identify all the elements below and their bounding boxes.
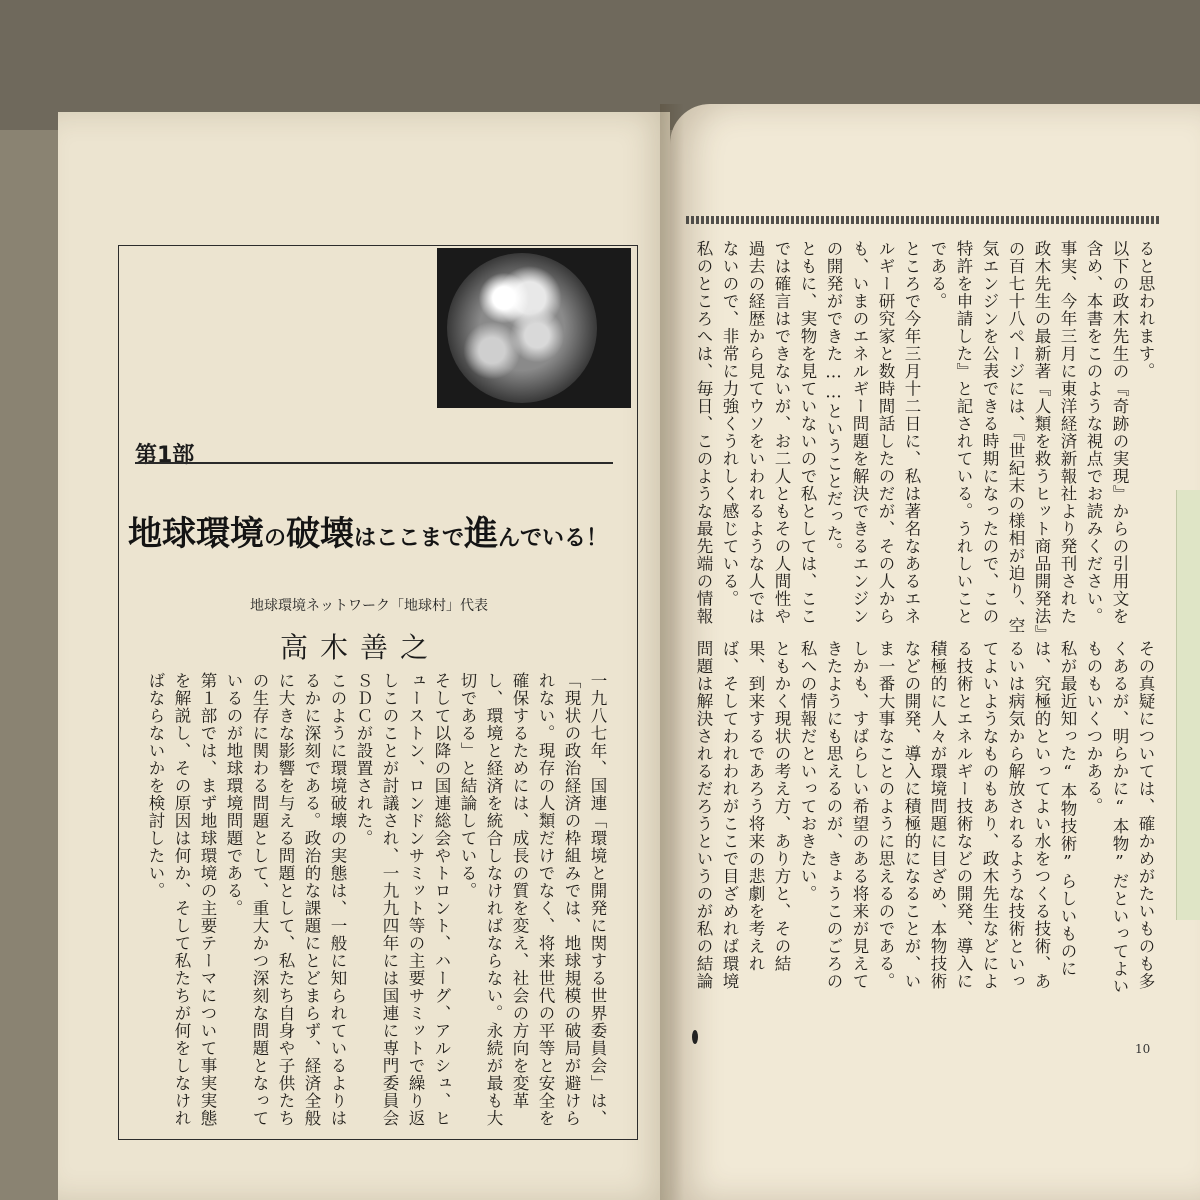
title-segment: んでいる！ [498, 526, 609, 551]
right-lower-text [688, 640, 1158, 1000]
part-label: 第1部 [135, 443, 195, 468]
book-gutter [660, 104, 684, 1200]
author-name: 高木善之 [280, 631, 441, 664]
paragraph: 事実、今年三月に東洋経済新報社より発刊された政木先生の最新著『人類を救うヒット商品開発法』の百七十八ページには、『世紀末の様相が迫り、空気エンジンを公表できる時期になったので、この特許を申請した』と記されている。うれしいことである。 [928, 240, 1077, 635]
paragraph: 一九八七年、国連「環境と開発に関する世界委員会」は、「現状の政治経済の枠組みでは、地球規模の破局が避けられない。現存の人類だけでなく、将来世代の平等と安全を確保するためには、成長の質を変え、社会の方向を変革し、環境と経済を統合しなければならない。永続が最も大切である」と結論している。 [458, 672, 607, 1127]
earth-globe-icon [447, 253, 597, 403]
right-upper-text [688, 240, 1158, 640]
decorative-rule [686, 216, 1161, 224]
paragraph: しかも、すばらしい希望のある将来が見えてきたようにも思えるのが、きょうこのごろの私への情報だといっておきたい。 [798, 640, 869, 990]
page-number: 10 [1135, 1042, 1151, 1056]
paragraph: 私のところへは、毎日、このような最先端の情報 [694, 240, 713, 625]
title-segment: 進 [464, 514, 499, 554]
paragraph: そして以降の国連総会やトロント、ハーグ、アルシュ、ヒューストン、ロンドンサミット等の主要サミットで繰り返しこのことが討議され、一九九四年には国連に専門委員会ＳＤＣが設置された。 [354, 672, 451, 1127]
paragraph: ともかく現状の考え方、あり方と、その結果、到来するであろう将来の悲劇を考えれば、そしてわれわれがここで目ざめれば環境問題は解決されるだろうというのが私の結論 [694, 640, 791, 990]
part-rule [135, 462, 613, 464]
left-body-text [140, 672, 610, 1132]
paragraph: ともに、実物を見ていないので私としては、ここでは確言はできないが、お二人ともその人間性や過去の経歴から見てウソをいわれるような人ではないので、非常に力強くうれしく感じている。 [720, 240, 817, 625]
chapter-title [128, 506, 628, 555]
paragraph: 以下の政木先生の『奇跡の実現』からの引用文を含め、本書をこのような視点でお読みください。 [1084, 240, 1129, 625]
title-segment: 破壊 [286, 514, 355, 554]
paragraph: ところで今年三月十二日に、私は著名なあるエネルギー研究家と数時間話したのだが、その人からも、いまのエネルギー問題を解決できるエンジンの開発ができた……ということだった。 [824, 240, 921, 625]
crescent-mark-icon [692, 1030, 698, 1044]
paragraph: ると思われます。 [1136, 240, 1155, 380]
paragraph: 第１部では、まず地球環境の主要テーマについて事実実態を解説し、その原因は何か、そして私たちが何をしなければならないかを検討したい。 [146, 672, 217, 1127]
author-affiliation: 地球環境ネットワーク「地球村」代表 [250, 598, 488, 614]
paragraph: このように環境破壊の実態は、一般に知られているよりはるかに深刻である。政治的な課題にとどまらず、経済全般に大きな影響を与える問題として、私たち自身や子供たちの生存に関わる問題として、重大かつ深刻な問題となっているのが地球環境問題である。 [224, 672, 347, 1127]
page-tab [1176, 490, 1200, 920]
title-segment: はここまで [354, 526, 465, 551]
title-segment: の [264, 526, 287, 551]
paragraph: その真疑については、確かめがたいものも多くあるが、明らかに“本物”だといってよいものもいくつかある。 [1084, 640, 1155, 995]
title-segment: 地球環境 [128, 514, 264, 554]
paragraph: 私が最近知った“本物技術”らしいものには、究極的といってよい水をつくる技術、あるいは病気から解放されるような技術といってよいようなものもあり、政木先生などによる技術とエネルギー技術などの開発、導入に積極的に人々が環境問題に目ざめ、本物技術などの開発、導入に積極的になることが、いま一番大事なことのように思えるのである。 [876, 640, 1077, 990]
